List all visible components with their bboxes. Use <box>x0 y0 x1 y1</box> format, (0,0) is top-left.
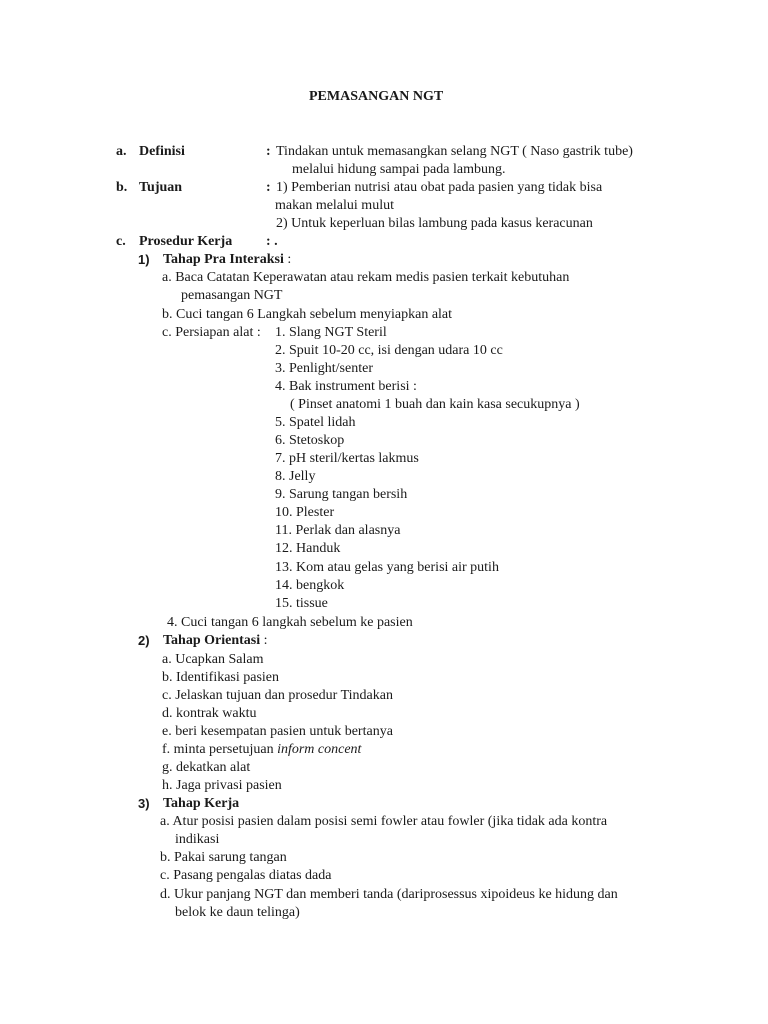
prosedur-colon: : . <box>266 234 278 249</box>
definisi-colon: : <box>266 144 271 159</box>
alat-item: 1. Slang NGT Steril <box>275 325 387 340</box>
orientasi-item-a: a. Ucapkan Salam <box>162 652 264 667</box>
pra-heading <box>163 251 291 269</box>
tujuan-text-line2: makan melalui mulut <box>275 198 394 213</box>
kerja-item-a-line2: indikasi <box>175 832 220 847</box>
tujuan-text-line3: 2) Untuk keperluan bilas lambung pada kasus keracunan <box>276 216 593 231</box>
pra-label: Tahap Pra Interaksi <box>163 252 284 267</box>
definisi-label: Definisi <box>139 144 185 159</box>
orientasi-item-d: d. kontrak waktu <box>162 706 257 721</box>
tujuan-colon: : <box>266 180 271 195</box>
kerja-item-d-line2: belok ke daun telinga) <box>175 905 300 920</box>
kerja-item-d-line1: d. Ukur panjang NGT dan memberi tanda (dariprosessus xipoideus ke hidung dan <box>160 887 618 902</box>
alat-item: 10. Plester <box>275 505 335 520</box>
alat-item: 14. bengkok <box>275 578 345 593</box>
alat-item: 11. Perlak dan alasnya <box>275 523 401 538</box>
orientasi-item-g: g. dekatkan alat <box>162 760 251 775</box>
definisi-text-line1: Tindakan untuk memasangkan selang NGT ( Naso gastrik tube) <box>276 144 633 159</box>
alat-item: 12. Handuk <box>275 541 341 556</box>
pra-item-d: 4. Cuci tangan 6 langkah sebelum ke pasien <box>167 615 413 630</box>
orientasi-item-f <box>162 741 361 759</box>
pra-item-b: b. Cuci tangan 6 Langkah sebelum menyiapkan alat <box>162 307 453 322</box>
tujuan-marker: b. <box>116 180 128 195</box>
tujuan-label: Tujuan <box>139 180 183 195</box>
kerja-item-a-line1: a. Atur posisi pasien dalam posisi semi fowler atau fowler (jika tidak ada kontra <box>160 814 608 829</box>
alat-item: 15. tissue <box>275 596 328 611</box>
orientasi-label: Tahap Orientasi <box>163 633 261 648</box>
orientasi-item-c: c. Jelaskan tujuan dan prosedur Tindakan <box>162 688 393 703</box>
orientasi-item-f-italic: inform concent <box>277 742 362 757</box>
definisi-text-line2: melalui hidung sampai pada lambung. <box>292 162 506 177</box>
alat-item-detail: ( Pinset anatomi 1 buah dan kain kasa secukupnya ) <box>290 397 580 412</box>
page-title: PEMASANGAN NGT <box>309 89 444 104</box>
orientasi-item-e: e. beri kesempatan pasien untuk bertanya <box>162 724 393 739</box>
orientasi-marker: 2) <box>138 633 150 648</box>
pra-item-a-line2: pemasangan NGT <box>181 288 283 303</box>
orientasi-item-h: h. Jaga privasi pasien <box>162 778 282 793</box>
tujuan-text-line1: 1) Pemberian nutrisi atau obat pada pasien yang tidak bisa <box>276 180 603 195</box>
alat-item: 7. pH steril/kertas lakmus <box>275 451 419 466</box>
alat-item: 9. Sarung tangan bersih <box>275 487 408 502</box>
alat-item: 6. Stetoskop <box>275 433 345 448</box>
kerja-marker: 3) <box>138 796 150 811</box>
orientasi-item-b: b. Identifikasi pasien <box>162 670 280 685</box>
pra-colon: : <box>283 252 292 267</box>
prosedur-marker: c. <box>116 234 126 249</box>
alat-item: 2. Spuit 10-20 cc, isi dengan udara 10 cc <box>275 343 503 358</box>
alat-item: 4. Bak instrument berisi : <box>275 379 417 394</box>
alat-item: 3. Penlight/senter <box>275 361 373 376</box>
kerja-item-c: c. Pasang pengalas diatas dada <box>160 868 332 883</box>
orientasi-item-f-text: f. minta persetujuan <box>162 742 278 757</box>
orientasi-heading <box>163 632 268 650</box>
orientasi-colon: : <box>260 633 268 648</box>
alat-item: 5. Spatel lidah <box>275 415 356 430</box>
pra-marker: 1) <box>138 252 150 267</box>
prosedur-label: Prosedur Kerja <box>139 234 233 249</box>
pra-item-c: c. Persiapan alat : <box>162 325 261 340</box>
definisi-marker: a. <box>116 144 127 159</box>
kerja-item-b: b. Pakai sarung tangan <box>160 850 287 865</box>
pra-item-a-line1: a. Baca Catatan Keperawatan atau rekam medis pasien terkait kebutuhan <box>162 270 570 285</box>
alat-item: 8. Jelly <box>275 469 316 484</box>
kerja-label: Tahap Kerja <box>163 796 240 811</box>
alat-item: 13. Kom atau gelas yang berisi air putih <box>275 560 499 575</box>
